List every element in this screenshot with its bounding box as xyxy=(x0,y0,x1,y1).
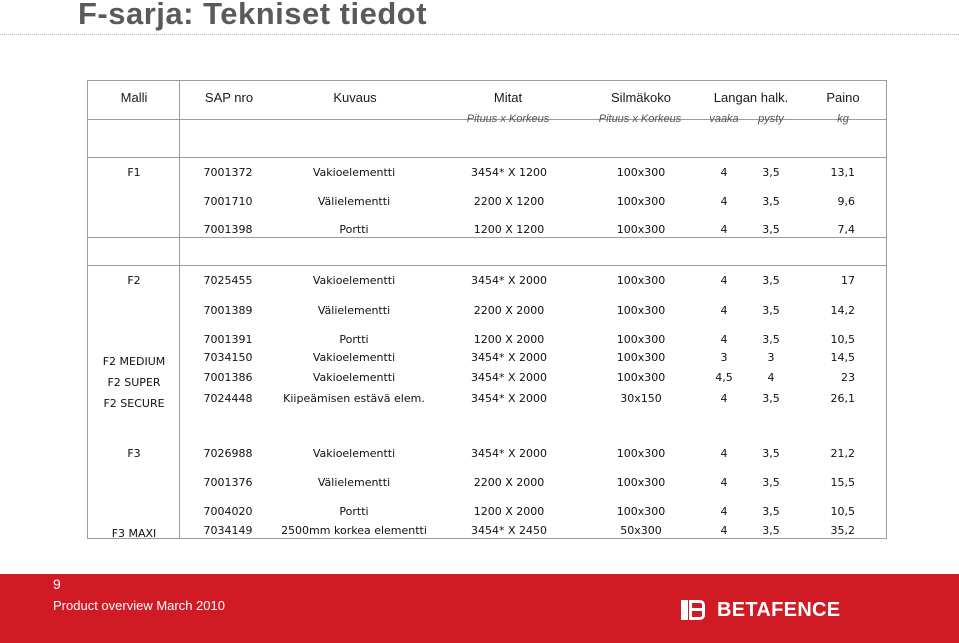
row-wire-vertical: 3,5 xyxy=(762,524,780,537)
row-mesh-size: 100x300 xyxy=(616,223,666,236)
row-weight: 23 xyxy=(841,371,855,384)
row-dimensions: 3454* X 2000 xyxy=(470,392,548,405)
row-wire-horizontal: 4,5 xyxy=(715,371,733,384)
row-wire-horizontal: 4 xyxy=(720,524,728,537)
row-weight: 15,5 xyxy=(830,476,855,489)
row-wire-horizontal: 4 xyxy=(720,447,728,460)
row-wire-vertical: 3,5 xyxy=(762,505,780,518)
row-description: Kiipeämisen estävä elem. xyxy=(283,392,425,405)
row-description: Vakioelementti xyxy=(312,274,396,287)
row-dimensions: 2200 X 2000 xyxy=(473,476,545,489)
row-weight: 10,5 xyxy=(830,333,855,346)
row-mesh-size: 100x300 xyxy=(616,166,666,179)
row-mesh-size: 100x300 xyxy=(616,304,666,317)
row-dimensions: 3454* X 2000 xyxy=(470,371,548,384)
row-description: Vakioelementti xyxy=(312,447,396,460)
row-wire-horizontal: 4 xyxy=(720,392,728,405)
row-wire-horizontal: 3 xyxy=(720,351,728,364)
row-model: F2 SUPER xyxy=(107,376,161,389)
row-wire-vertical: 4 xyxy=(767,371,775,384)
column-subheader: vaaka xyxy=(709,113,739,125)
table-v-line xyxy=(179,81,180,538)
row-dimensions: 1200 X 1200 xyxy=(473,223,545,236)
row-dimensions: 3454* X 2000 xyxy=(470,447,548,460)
row-mesh-size: 30x150 xyxy=(620,392,662,405)
row-wire-horizontal: 4 xyxy=(720,274,728,287)
row-wire-vertical: 3,5 xyxy=(762,447,780,460)
row-wire-vertical: 3,5 xyxy=(762,333,780,346)
row-wire-vertical: 3,5 xyxy=(762,195,780,208)
row-wire-horizontal: 4 xyxy=(720,476,728,489)
row-wire-horizontal: 4 xyxy=(720,505,728,518)
row-sap-number: 7001389 xyxy=(203,304,253,317)
row-description: Välielementti xyxy=(317,476,391,489)
row-dimensions: 3454* X 2450 xyxy=(470,524,548,537)
row-description: Välielementti xyxy=(317,304,391,317)
row-description: 2500mm korkea elementti xyxy=(281,524,427,537)
row-weight: 35,2 xyxy=(830,524,855,537)
logo-text: BETAFENCE xyxy=(717,598,841,621)
logo-mark-icon xyxy=(681,597,707,623)
row-wire-vertical: 3,5 xyxy=(762,274,780,287)
row-model: F3 xyxy=(127,447,141,460)
row-dimensions: 1200 X 2000 xyxy=(473,505,545,518)
row-weight: 14,5 xyxy=(830,351,855,364)
row-dimensions: 2200 X 2000 xyxy=(473,304,545,317)
table-h-line xyxy=(88,265,886,266)
column-subheader: pysty xyxy=(758,113,784,125)
row-weight: 7,4 xyxy=(837,223,855,236)
row-wire-horizontal: 4 xyxy=(720,333,728,346)
row-wire-horizontal: 4 xyxy=(720,195,728,208)
row-wire-vertical: 3,5 xyxy=(762,223,780,236)
row-mesh-size: 100x300 xyxy=(616,274,666,287)
row-sap-number: 7034149 xyxy=(203,524,253,537)
column-header: Mitat xyxy=(493,90,523,105)
row-dimensions: 3454* X 2000 xyxy=(470,351,548,364)
row-wire-horizontal: 4 xyxy=(720,304,728,317)
table-h-line xyxy=(88,237,886,238)
row-wire-horizontal: 4 xyxy=(720,223,728,236)
row-model: F2 xyxy=(127,274,141,287)
row-model: F3 MAXI xyxy=(111,527,157,540)
row-mesh-size: 100x300 xyxy=(616,333,666,346)
column-subheader: kg xyxy=(837,113,849,125)
row-description: Portti xyxy=(339,505,369,518)
column-header: Kuvaus xyxy=(333,90,377,105)
row-wire-vertical: 3 xyxy=(767,351,775,364)
row-mesh-size: 50x300 xyxy=(620,524,662,537)
row-sap-number: 7001386 xyxy=(203,371,253,384)
row-wire-vertical: 3,5 xyxy=(762,476,780,489)
row-mesh-size: 100x300 xyxy=(616,371,666,384)
footer-text: Product overview March 2010 xyxy=(53,598,225,613)
row-description: Portti xyxy=(339,333,369,346)
row-sap-number: 7001376 xyxy=(203,476,253,489)
title-divider xyxy=(0,34,959,35)
column-header: Silmäkoko xyxy=(611,90,671,105)
row-description: Vakioelementti xyxy=(312,371,396,384)
row-sap-number: 7026988 xyxy=(203,447,253,460)
row-wire-vertical: 3,5 xyxy=(762,392,780,405)
row-description: Välielementti xyxy=(317,195,391,208)
row-dimensions: 3454* X 2000 xyxy=(470,274,548,287)
table-h-line xyxy=(88,157,886,158)
row-weight: 26,1 xyxy=(830,392,855,405)
betafence-logo xyxy=(681,597,840,623)
row-sap-number: 7001398 xyxy=(203,223,253,236)
row-wire-horizontal: 4 xyxy=(720,166,728,179)
row-mesh-size: 100x300 xyxy=(616,476,666,489)
row-weight: 10,5 xyxy=(830,505,855,518)
row-wire-vertical: 3,5 xyxy=(762,166,780,179)
row-sap-number: 7004020 xyxy=(203,505,253,518)
row-mesh-size: 100x300 xyxy=(616,351,666,364)
row-mesh-size: 100x300 xyxy=(616,447,666,460)
row-weight: 17 xyxy=(841,274,855,287)
row-sap-number: 7001391 xyxy=(203,333,253,346)
column-header: SAP nro xyxy=(204,90,254,105)
page-number: 9 xyxy=(53,576,61,592)
column-header: Paino xyxy=(826,90,860,105)
page-title: F-sarja: Tekniset tiedot xyxy=(78,0,428,31)
row-mesh-size: 100x300 xyxy=(616,195,666,208)
row-dimensions: 2200 X 1200 xyxy=(473,195,545,208)
row-sap-number: 7001372 xyxy=(203,166,253,179)
row-weight: 14,2 xyxy=(830,304,855,317)
row-wire-vertical: 3,5 xyxy=(762,304,780,317)
row-description: Portti xyxy=(339,223,369,236)
row-sap-number: 7025455 xyxy=(203,274,253,287)
row-description: Vakioelementti xyxy=(312,351,396,364)
row-weight: 13,1 xyxy=(830,166,855,179)
row-sap-number: 7001710 xyxy=(203,195,253,208)
row-weight: 21,2 xyxy=(830,447,855,460)
row-dimensions: 3454* X 1200 xyxy=(470,166,548,179)
column-header: Malli xyxy=(120,90,148,105)
row-sap-number: 7034150 xyxy=(203,351,253,364)
row-model: F1 xyxy=(127,166,141,179)
row-model: F2 MEDIUM xyxy=(102,355,166,368)
row-sap-number: 7024448 xyxy=(203,392,253,405)
row-description: Vakioelementti xyxy=(312,166,396,179)
spec-table xyxy=(87,80,887,539)
column-subheader: Pituus x Korkeus xyxy=(598,113,682,125)
row-model: F2 SECURE xyxy=(103,397,165,410)
column-subheader: Pituus x Korkeus xyxy=(466,113,550,125)
row-weight: 9,6 xyxy=(837,195,855,208)
row-dimensions: 1200 X 2000 xyxy=(473,333,545,346)
row-mesh-size: 100x300 xyxy=(616,505,666,518)
column-header: Langan halk. xyxy=(713,90,789,105)
